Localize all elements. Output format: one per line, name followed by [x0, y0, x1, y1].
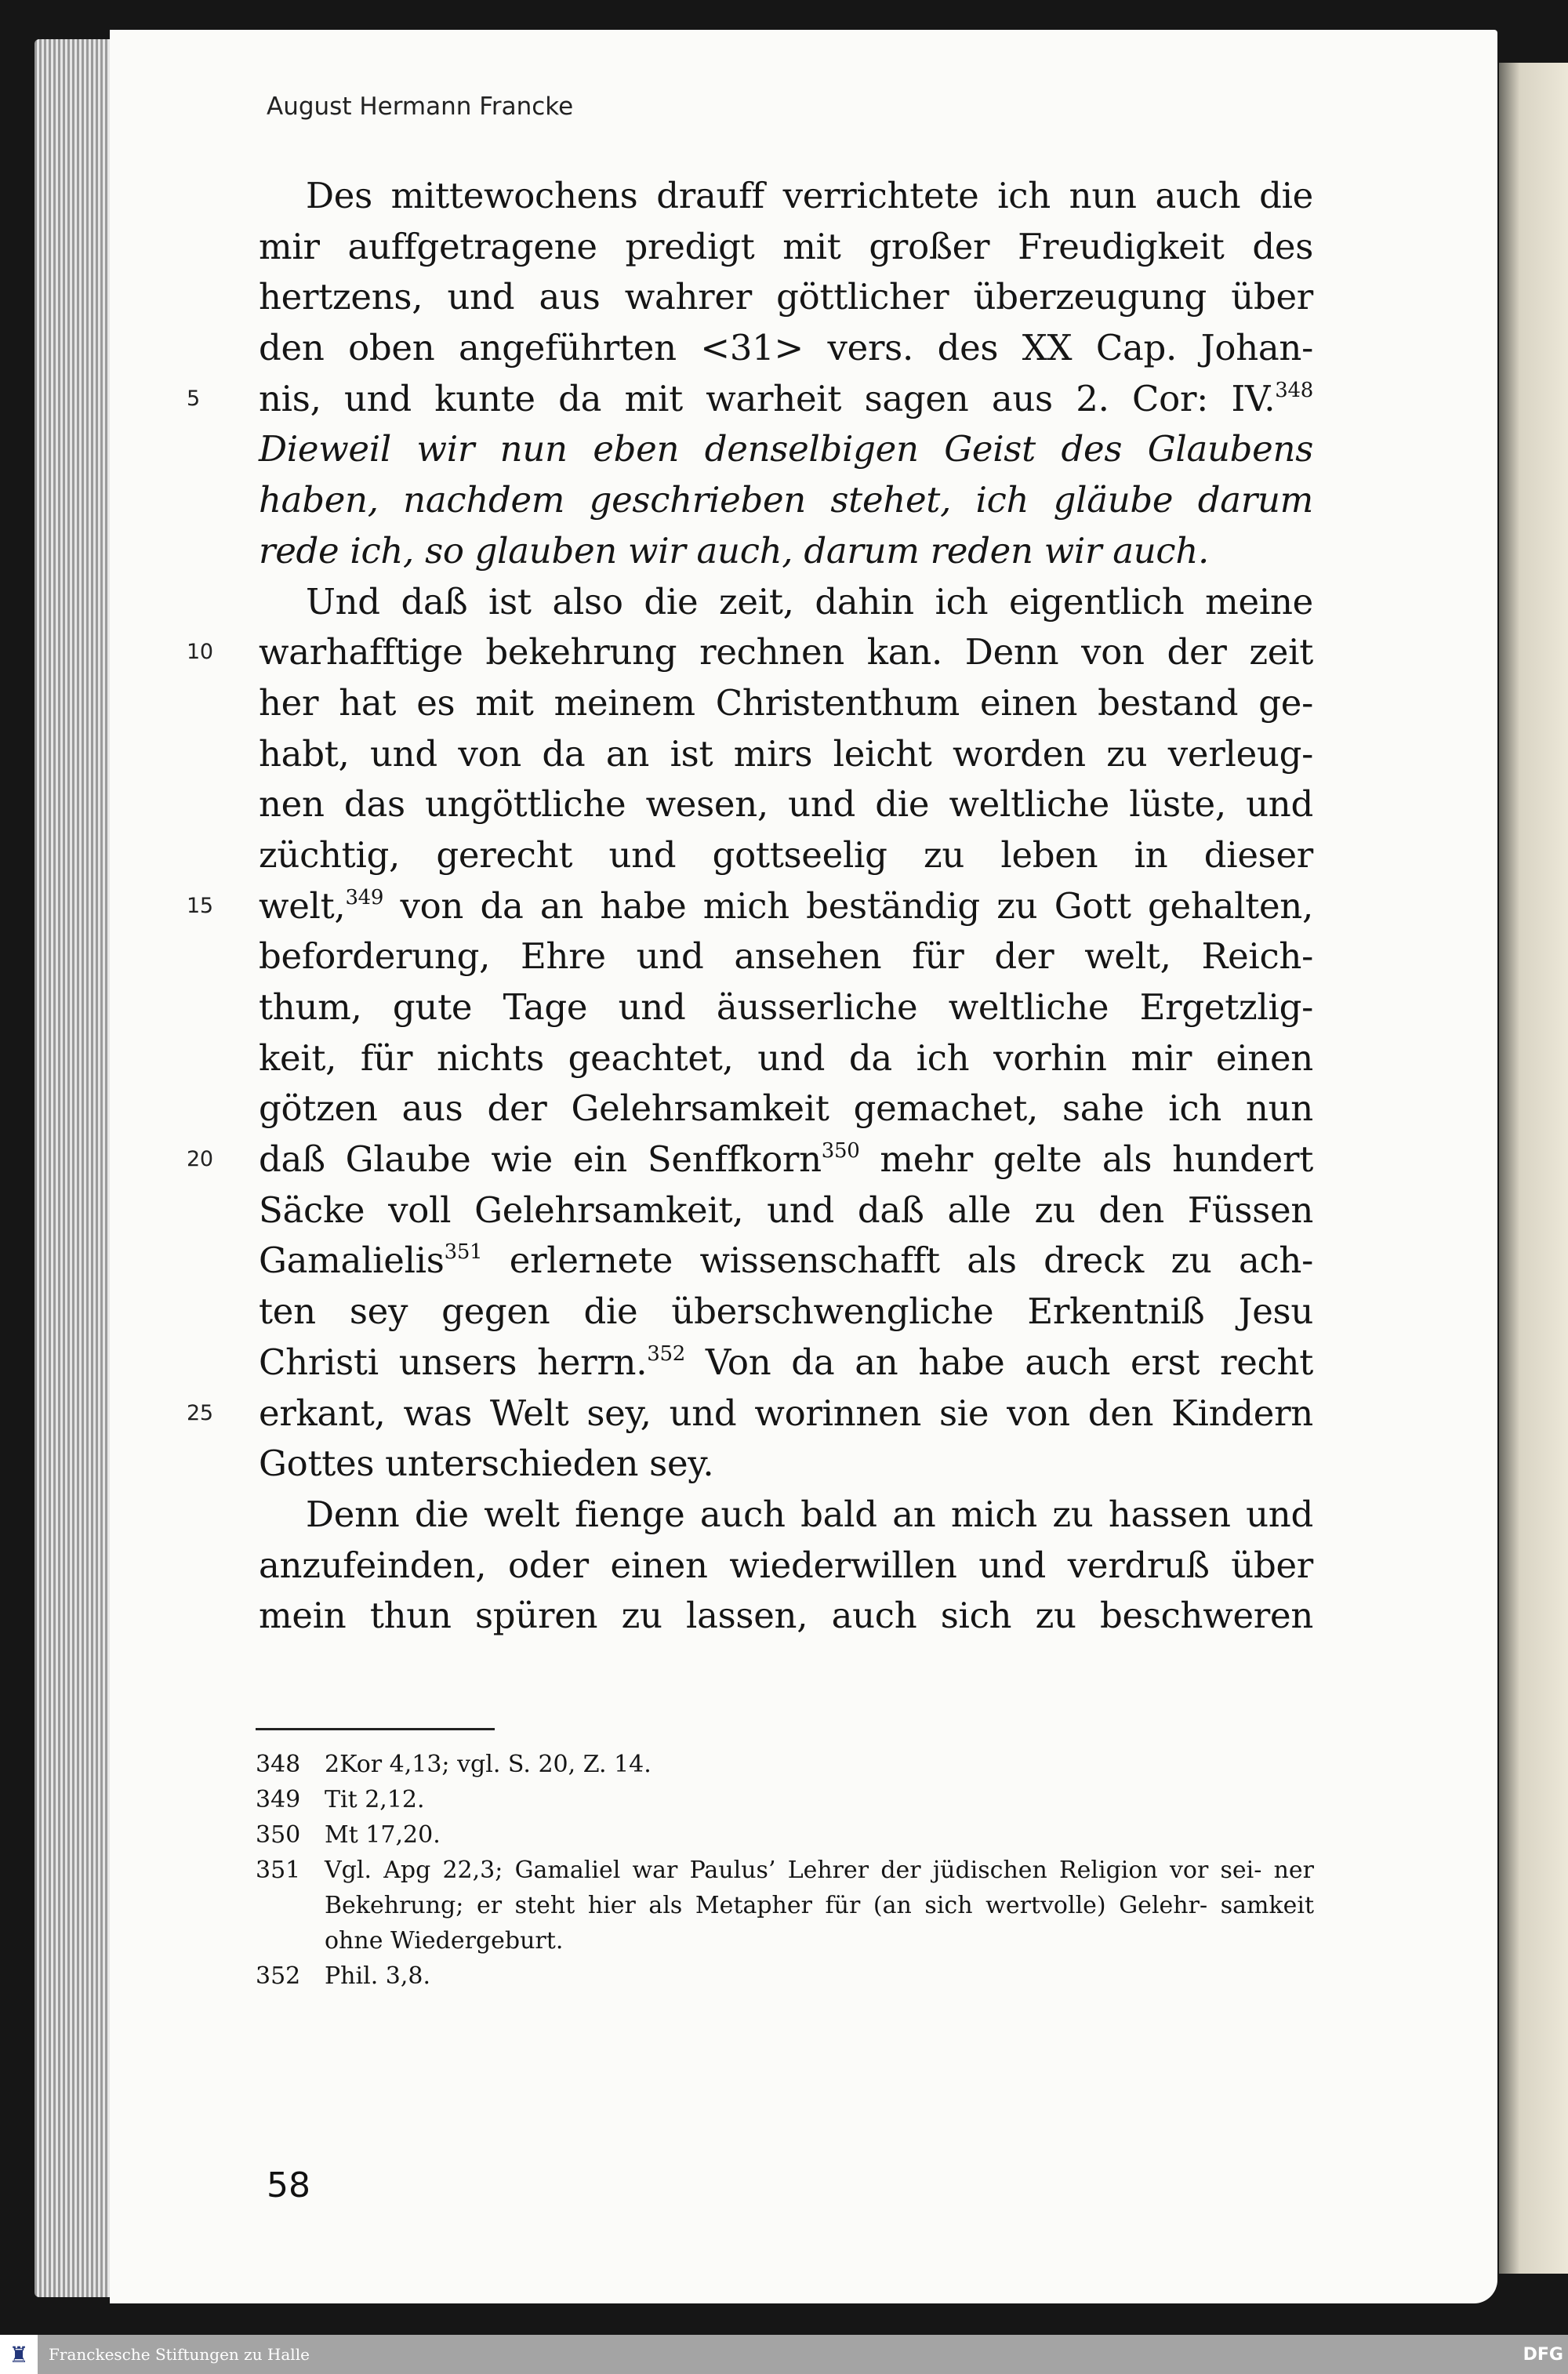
line-number: 20 — [187, 1147, 213, 1172]
line-text: erkant, was Welt sey, und worinnen sie von den Kindern — [259, 1392, 1313, 1434]
line-text: mein thun spüren zu lassen, auch sich zu beschweren — [259, 1595, 1313, 1637]
text-line — [187, 627, 1313, 678]
line-text-cont: von da an habe mich beständig zu Gott gehalten, — [383, 884, 1313, 927]
line-text: den oben angeführten <31> vers. des XX Cap. Johan- — [259, 327, 1313, 369]
footnote-number: 348 — [256, 1751, 301, 1778]
line-text: ten sey gegen die überschwengliche Erkentniß Jesu — [259, 1290, 1313, 1333]
footnote-number: 350 — [256, 1821, 301, 1849]
footnote-text: Phil. 3,8. — [325, 1962, 431, 1990]
text-line — [187, 374, 1313, 425]
footnote — [256, 1853, 1314, 1958]
line-text: her hat es mit meinem Christenthum einen bestand ge- — [259, 681, 1313, 724]
text-line — [259, 830, 1313, 881]
line-text: warhafftige bekehrung rechnen kan. Denn von der zeit — [259, 631, 1313, 673]
line-text: Christi unsers herrn. — [259, 1341, 648, 1383]
footnote-text: 2Kor 4,13; vgl. S. 20, Z. 14. — [325, 1751, 652, 1778]
line-text: Und daß ist also die zeit, dahin ich eigentlich meine — [306, 580, 1313, 623]
text-line — [259, 1033, 1313, 1084]
institution-name: Franckesche Stiftungen zu Halle — [49, 2345, 310, 2364]
text-line — [259, 931, 1313, 982]
line-text: thum, gute Tage und äusserliche weltliche Ergetzlig- — [259, 986, 1313, 1028]
text-line — [259, 475, 1313, 526]
page-edges — [34, 39, 121, 2297]
text-line — [259, 1338, 1313, 1388]
institution-logo-icon: ♜ — [0, 2335, 38, 2374]
text-line — [259, 222, 1313, 273]
line-text: Denn die welt fienge auch bald an mich zu hassen und — [306, 1493, 1313, 1535]
footnote — [256, 1958, 1314, 1994]
line-text: keit, für nichts geachtet, und da ich vorhin mir einen — [259, 1036, 1313, 1079]
line-text: götzen aus der Gelehrsamkeit gemachet, sahe ich nun — [259, 1087, 1313, 1130]
text-line — [259, 1084, 1313, 1134]
text-line — [259, 1591, 1313, 1642]
footnote-ref: 348 — [1275, 378, 1313, 402]
line-number: 15 — [187, 893, 213, 918]
footnote-rule — [256, 1728, 495, 1730]
footnotes — [256, 1747, 1314, 1994]
facing-page-edge — [1499, 63, 1568, 2274]
text-line — [259, 1490, 1313, 1541]
line-text: habt, und von da an ist mirs leicht worden zu verleug- — [259, 732, 1313, 775]
text-line — [259, 982, 1313, 1033]
text-line — [259, 424, 1313, 475]
text-line — [259, 526, 1313, 577]
text-line — [259, 1439, 1313, 1490]
line-text: Gottes unterschieden sey. — [259, 1443, 714, 1485]
text-line — [259, 779, 1313, 830]
text-line — [259, 729, 1313, 780]
running-header: August Hermann Francke — [267, 93, 574, 121]
footnote-ref: 349 — [345, 885, 384, 909]
line-text: welt, — [259, 884, 346, 927]
text-line — [187, 1388, 1313, 1439]
footer-bar — [0, 2335, 1568, 2374]
footnote — [256, 1747, 1314, 1782]
text-line — [259, 678, 1313, 729]
page-number: 58 — [267, 2165, 310, 2205]
line-text: Des mittewochens drauff verrichtete ich nun auch die — [306, 175, 1313, 216]
text-line — [259, 1236, 1313, 1287]
line-text-cont: erlernete wissenschafft als dreck zu ach- — [482, 1240, 1313, 1282]
body-text — [187, 171, 1313, 1642]
text-line — [187, 881, 1313, 932]
footnote — [256, 1782, 1314, 1817]
footnote-number: 349 — [256, 1786, 301, 1813]
text-line — [259, 1185, 1313, 1236]
footnote — [256, 1817, 1314, 1853]
line-text: beforderung, Ehre und ansehen für der welt, Reich- — [259, 935, 1313, 978]
line-text: nis, und kunte da mit warheit sagen aus 2. Cor: IV. — [259, 377, 1276, 419]
footnote-ref: 352 — [647, 1341, 685, 1366]
line-text: Dieweil wir nun eben denselbigen Geist des Glaubens — [259, 428, 1313, 470]
line-text: Gamalielis — [259, 1240, 445, 1282]
text-line — [259, 1541, 1313, 1592]
line-number: 5 — [187, 386, 200, 411]
footnote-text: Tit 2,12. — [325, 1786, 425, 1813]
text-line — [259, 1287, 1313, 1338]
line-text: Säcke voll Gelehrsamkeit, und daß alle zu den Füssen — [259, 1189, 1313, 1231]
line-text: rede ich, so glauben wir auch, darum reden wir auch. — [259, 529, 1210, 572]
line-text: anzufeinden, oder einen wiederwillen und verdruß über — [259, 1544, 1313, 1586]
line-text-cont: mehr gelte als hundert — [859, 1138, 1313, 1181]
line-text-cont: Von da an habe auch erst recht — [684, 1341, 1313, 1383]
line-text: haben, nachdem geschrieben stehet, ich gläube darum — [259, 479, 1313, 521]
line-text: hertzens, und aus wahrer göttlicher überzeugung über — [259, 276, 1313, 318]
text-line — [259, 577, 1313, 628]
text-line — [259, 323, 1313, 374]
footnote-number: 351 — [256, 1857, 301, 1884]
text-line — [259, 171, 1313, 222]
line-text: daß Glaube wie ein Senffkorn — [259, 1138, 822, 1181]
line-text: züchtig, gerecht und gottseelig zu leben in dieser — [259, 833, 1313, 876]
line-text: mir auffgetragene predigt mit großer Freudigkeit des — [259, 225, 1313, 267]
footnote-number: 352 — [256, 1962, 301, 1990]
line-number: 10 — [187, 640, 213, 665]
footnote-text: Mt 17,20. — [325, 1821, 441, 1849]
footnote-ref: 351 — [444, 1240, 483, 1265]
dfg-logo: DFG — [1523, 2344, 1563, 2365]
footnote-text: Vgl. Apg 22,3; Gamaliel war Paulus’ Lehrer der jüdischen Religion vor sei- ner Bekehrung; er steht hier als Metapher für (an sich wertvolle) Gelehr- samkeit ohne Wiedergeburt. — [325, 1857, 1314, 1955]
line-text: nen das ungöttliche wesen, und die weltliche lüste, und — [259, 783, 1313, 826]
footnote-ref: 350 — [821, 1139, 860, 1163]
line-number: 25 — [187, 1400, 213, 1425]
text-line — [187, 1134, 1313, 1185]
text-line — [259, 272, 1313, 323]
